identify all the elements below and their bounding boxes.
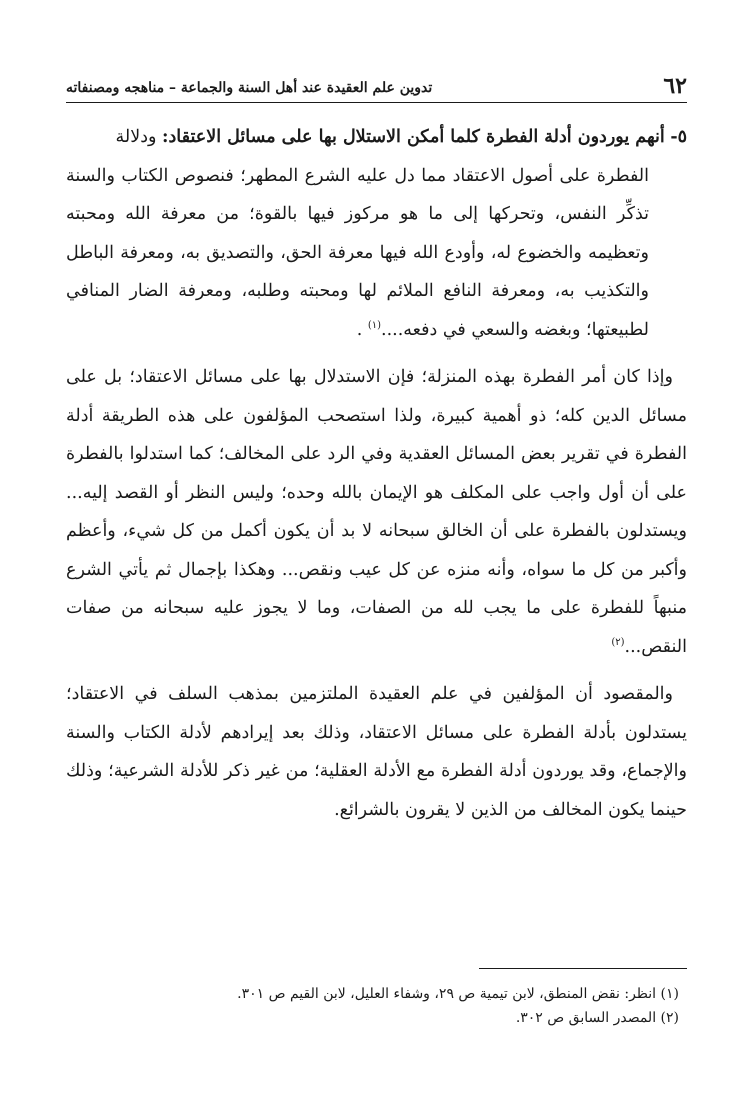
footnote-divider	[479, 968, 687, 969]
point-continuation-text: الفطرة على أصول الاعتقاد مما دل عليه الشرع المطهر؛ فنصوص الكتاب والسنة تذكِّر النفس، وتحركها إلى ما هو مركوز فيها بالقوة؛ من معرفة الله ومحبته وتعظيمه والخضوع له، وأودع الله فيها معرفة الحق، والتصديق به، ومعرفة الباطل والتكذيب به، ومعرفة النافع الملائم لها ومحبته وطلبه، ومعرفة الضار المنافي لطبيعتها؛ وبغضه والسعي في دفعه....	[66, 165, 649, 340]
paragraph	[66, 358, 687, 666]
paragraph-text: وإذا كان أمر الفطرة بهذه المنزلة؛ فإن الاستدلال بها على مسائل الاعتقاد؛ بل على مسائل الدين كله؛ ذو أهمية كبيرة، ولذا استصحب المؤلفون على هذه الطريقة أدلة الفطرة في تقرير بعض المسائل العقدية وفي الرد على المخالف؛ كما استدلوا بالفطرة على أن أول واجب على المكلف هو الإيمان بالله وحده؛ وليس النظر أو القصد إليه... ويستدلون بالفطرة على أن الخالق سبحانه لا بد أن يكون أكمل من كل شيء، وأعظم وأكبر من كل ما سواه، وأنه منزه عن كل عيب ونقص... وهكذا بإجمال ثم يأتي الشرع منبهاً للفطرة على ما يجب لله من الصفات، وما لا يجوز عليه سبحانه من صفات النقص...	[66, 367, 687, 657]
point-number: ٥-	[670, 127, 687, 147]
numbered-point-5	[66, 118, 687, 349]
paragraph-text: والمقصود أن المؤلفين في علم العقيدة الملتزمين بمذهب السلف في الاعتقاد؛ يستدلون بأدلة الفطرة على مسائل الاعتقاد، وذلك بعد إيرادهم لأدلة الكتاب والسنة والإجماع، وقد يوردون أدلة الفطرة مع الأدلة العقلية؛ من غير ذكر للأدلة الشرعية؛ وذلك حينما يكون المخالف من الذين لا يقرون بالشرائع.	[66, 684, 687, 820]
page-header	[66, 66, 687, 103]
point-heading: أنهم يوردون أدلة الفطرة كلما أمكن الاستلال بها على مسائل الاعتقاد:	[162, 127, 665, 147]
paragraph	[66, 675, 687, 829]
point-end: .	[356, 319, 368, 340]
page-number: ٦٢	[663, 73, 687, 99]
footnote-ref-2: (٢)	[611, 636, 625, 648]
point-continuation-first: ودلالة	[115, 127, 157, 147]
running-title: تدوين علم العقيدة عند أهل السنة والجماعة – مناهجه ومصنفاته	[66, 80, 433, 96]
point-continuation	[66, 157, 687, 350]
main-text	[66, 118, 687, 838]
footnote-1: (١) انظر: نقض المنطق، لابن تيمية ص ٢٩، وشفاء العليل، لابن القيم ص ٣٠١.	[237, 986, 679, 1002]
footnotes	[66, 982, 687, 1030]
footnote-ref-1: (١)	[367, 319, 382, 331]
footnote-2: (٢) المصدر السابق ص ٣٠٢.	[515, 1010, 679, 1026]
